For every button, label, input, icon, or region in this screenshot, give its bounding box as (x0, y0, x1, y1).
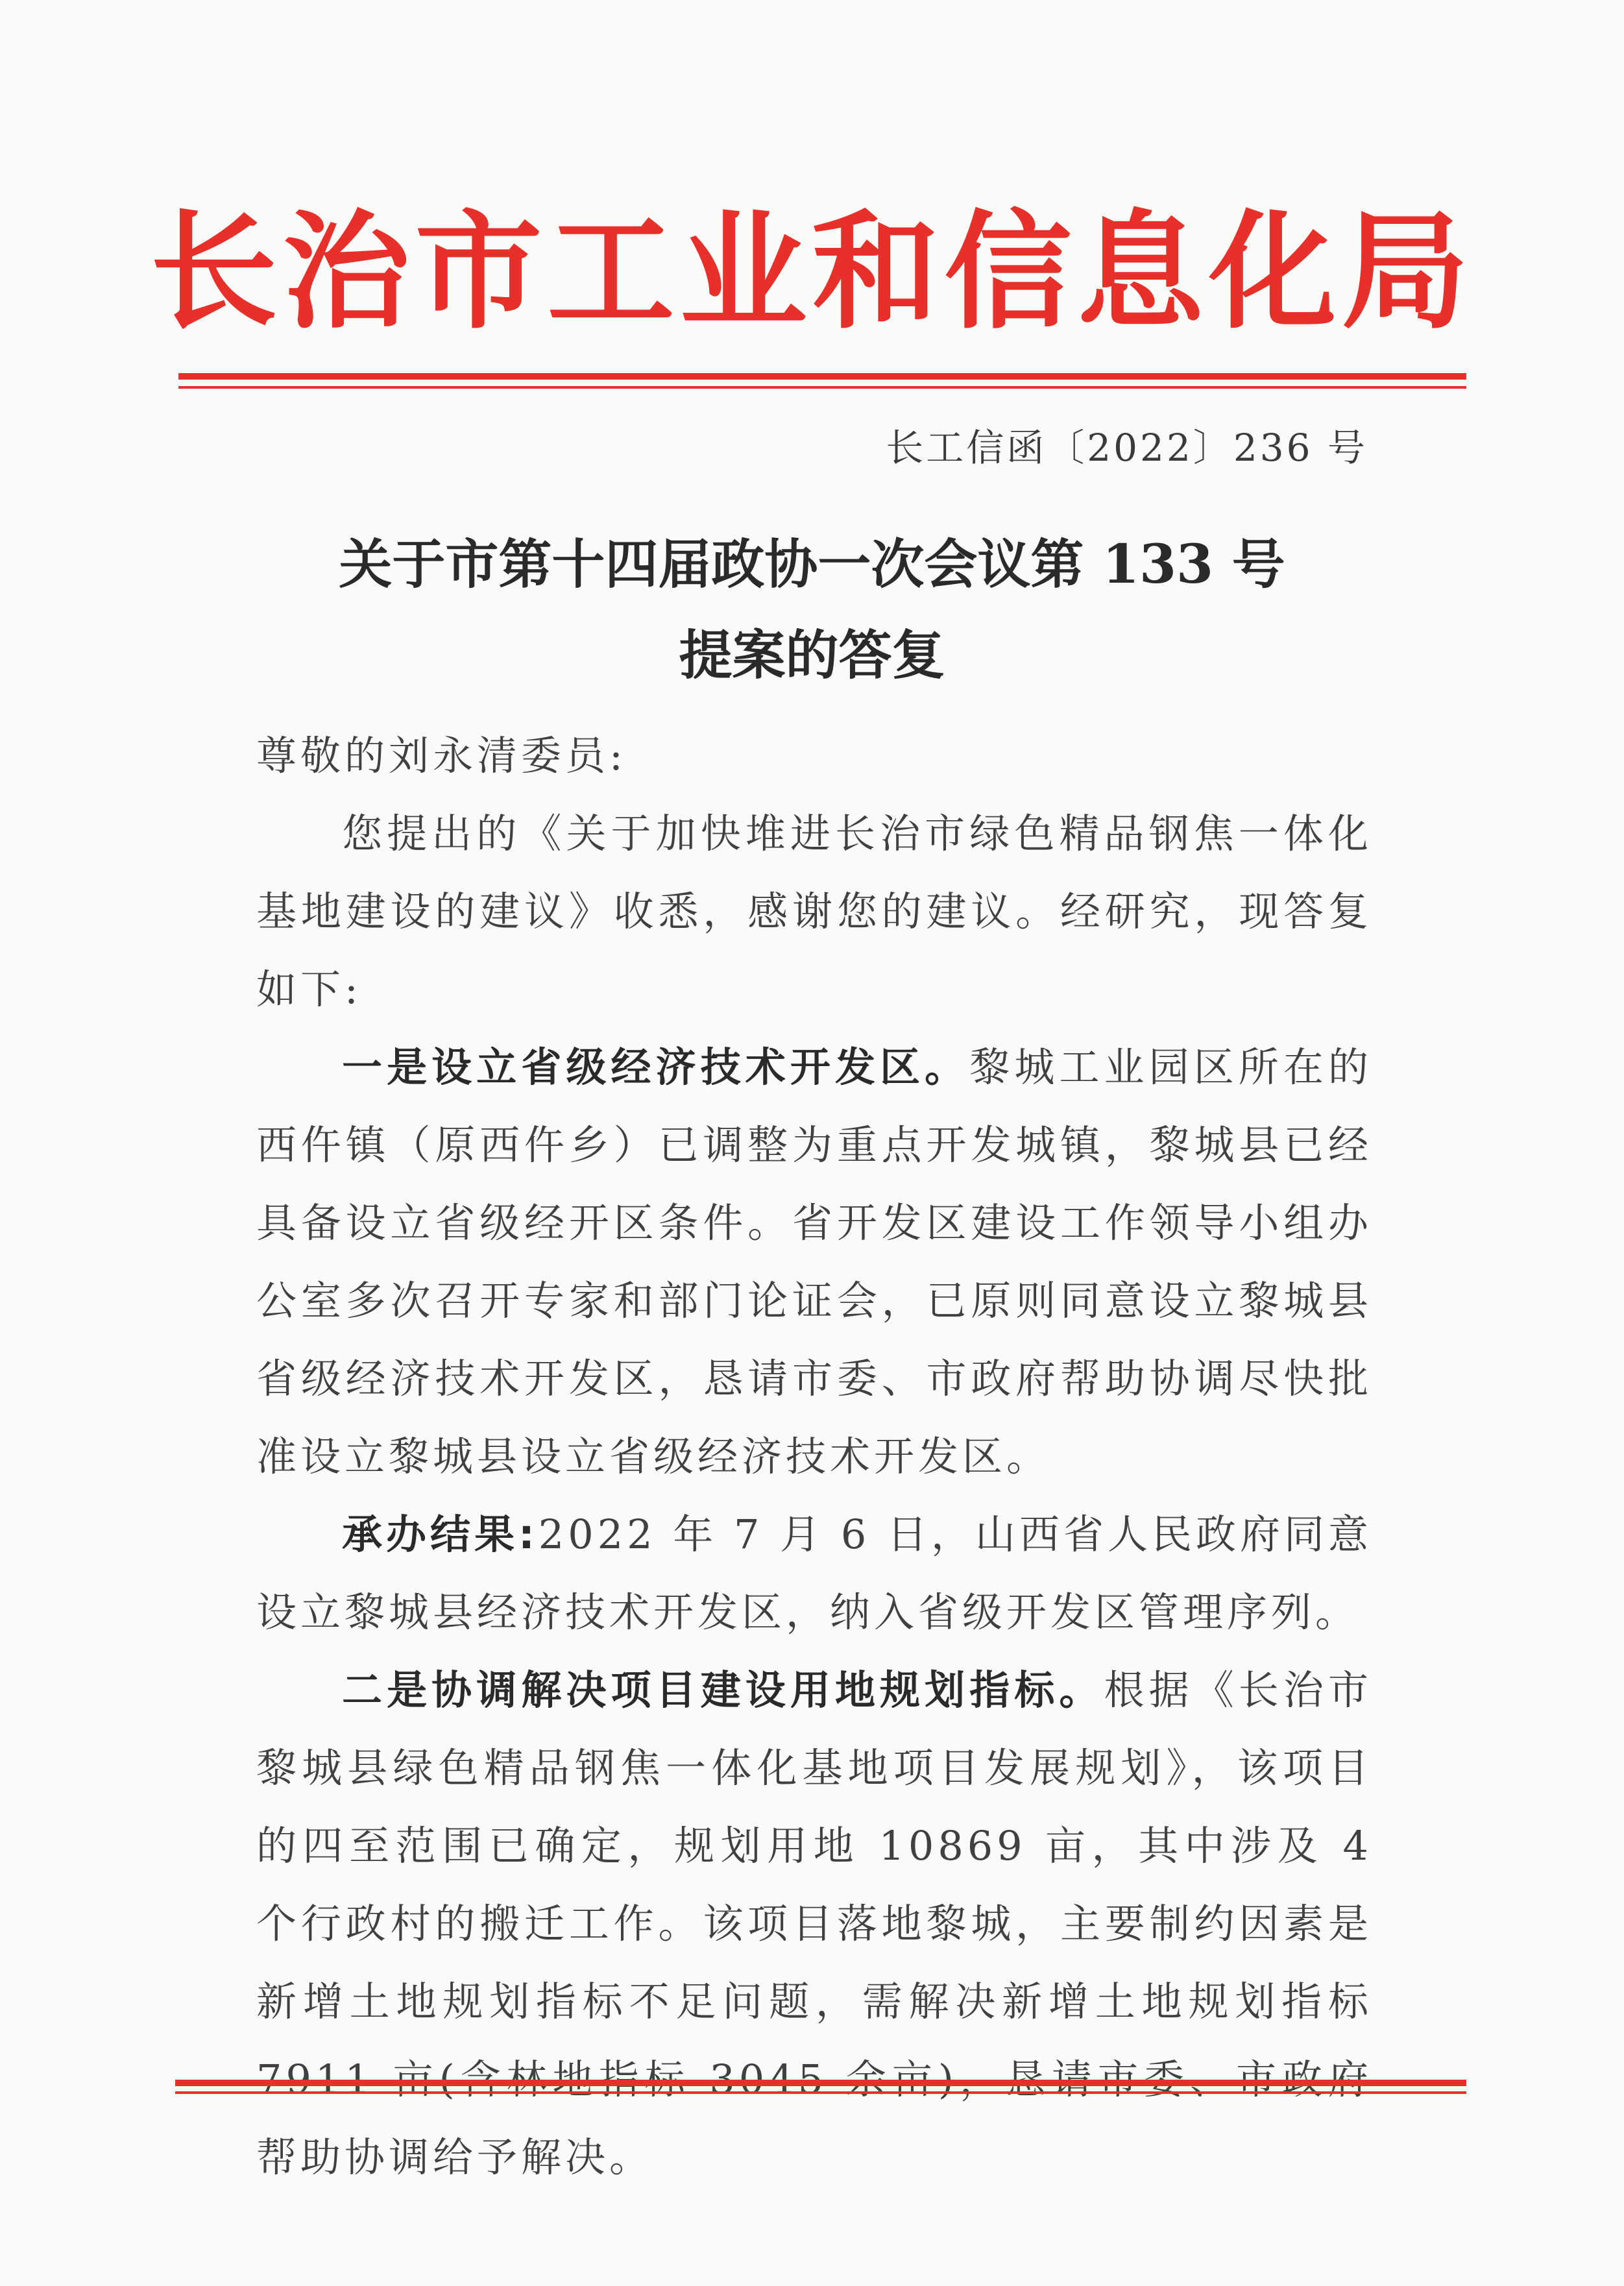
item-1-paragraph (256, 1028, 1372, 1496)
result-1-paragraph (256, 1496, 1372, 1651)
salutation: 尊敬的刘永清委员: (256, 732, 627, 779)
item-2-paragraph (256, 1651, 1372, 2196)
item-2-text: 根据《长治市黎城县绿色精品钢焦一体化基地项目发展规划》，该项目的四至范围已确定，规划用地 10869 亩，其中涉及 4 个行政村的搬迁工作。该项目落地黎城，主要制约因素是新增土地规划指标不足问题，需解决新增土地规划指标 帮助协调给予解决。 (256, 1666, 1372, 2181)
item-1-heading: 一是设立省级经济技术开发区。 (342, 1043, 970, 1091)
item-1-text: 黎城工业园区所在的西仵镇（原西仵乡）已调整为重点开发城镇，黎城县已经具备设立省级经开区条件。省开发区建设工作领导小组办公室多次召开专家和部门论证会，已原则同意设立黎城县省级经济技术开发区，恳请市委、市政府帮助协调尽快批准设立黎城县设立省级经济技术开发区。 (256, 1043, 1372, 1480)
footer-rule-thin (175, 2091, 1466, 2094)
letterhead-title: 长治市工业和信息化局 (150, 199, 1474, 347)
document-number: 长工信函〔2022〕236 号 (886, 426, 1368, 470)
footer-rule-thick (175, 2080, 1466, 2086)
letterhead-rule-thick (178, 373, 1466, 380)
result-1-heading: 承办结果: (342, 1511, 539, 1558)
subject-title-line-2: 提案的答复 (679, 624, 945, 687)
letterhead-rule-thin (178, 386, 1466, 389)
subject-title-line-1: 关于市第十四届政协一次会议第 133 号 (339, 533, 1285, 596)
item-2-heading: 二是协调解决项目建设用地规划指标。 (342, 1666, 1104, 1714)
result-1-text: 2022 年 7 月 6 日，山西省人民政府同意设立黎城县经济技术开发区，纳入省级开发区管理序列。 (256, 1511, 1373, 1636)
document-body (256, 717, 1372, 2196)
intro-paragraph: 您提出的《关于加快堆进长治市绿色精品钢焦一体化基地建设的建议》收悉，感谢您的建议。经研究，现答复如下: (256, 810, 1372, 1013)
